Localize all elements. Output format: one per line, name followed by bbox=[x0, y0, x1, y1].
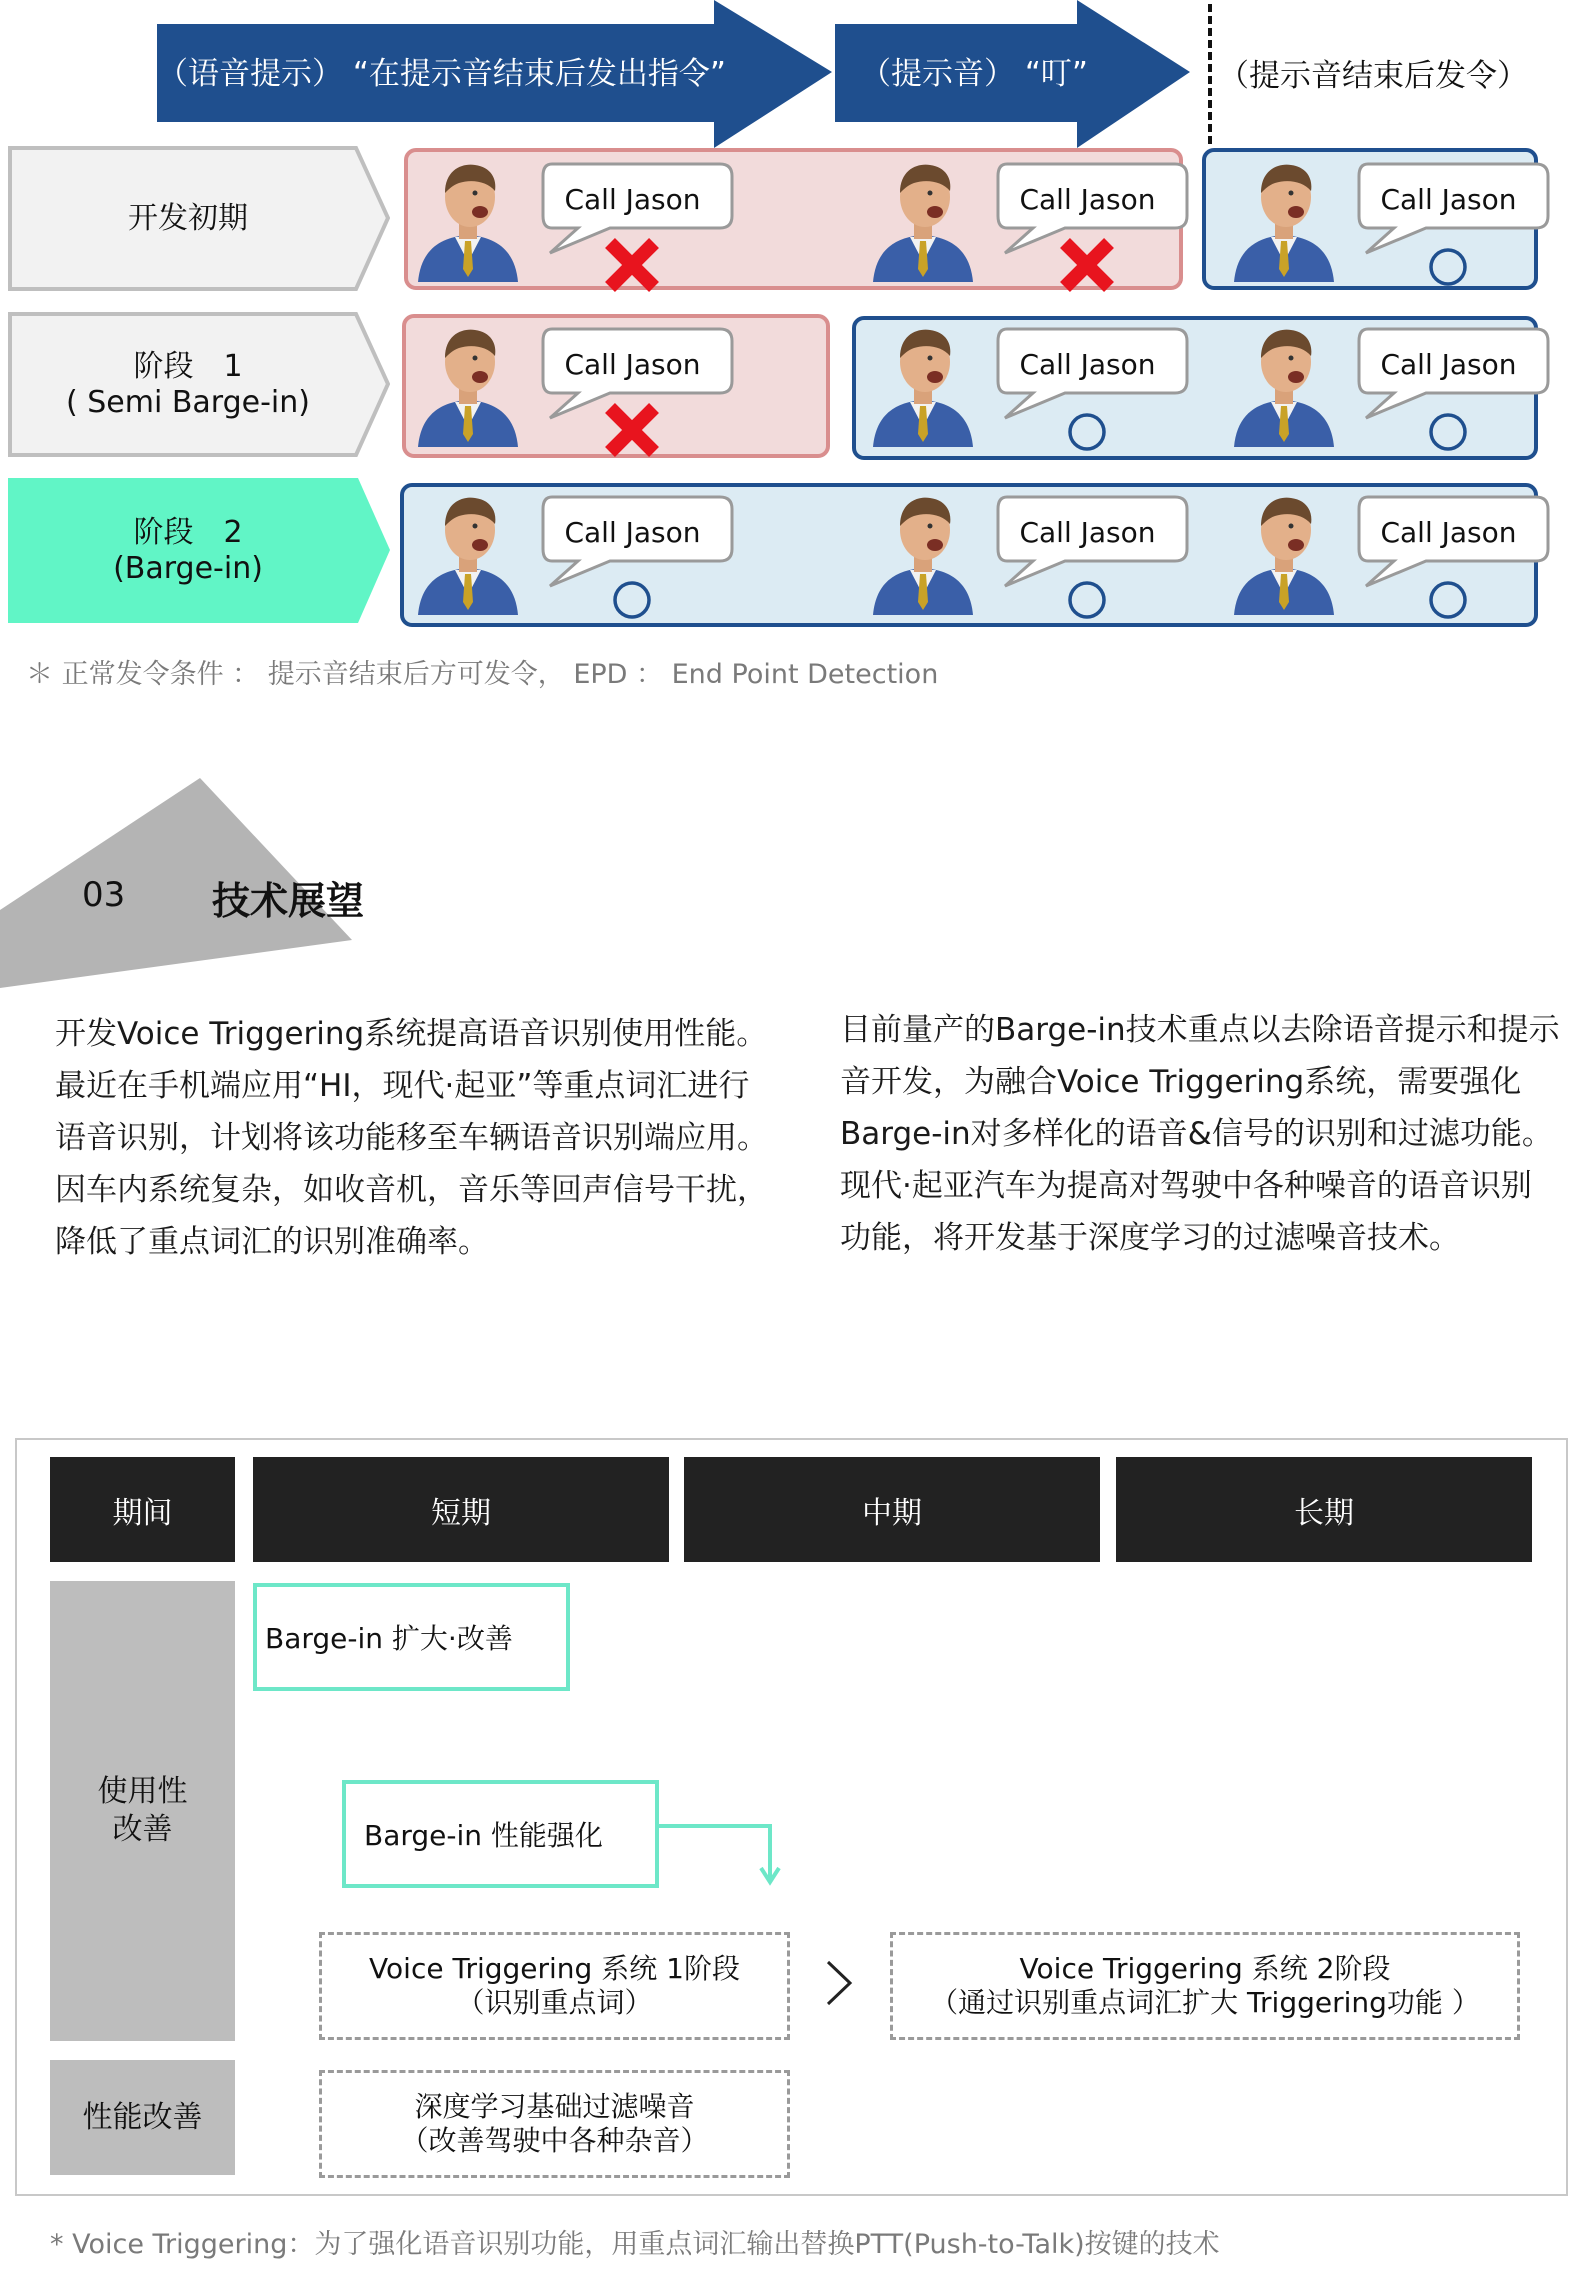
deep-learning-line1: 深度学习基础过滤噪音 bbox=[414, 2090, 695, 2123]
caller-stage2-2 bbox=[860, 480, 1200, 625]
vt-stage1-line2: （识别重点词） bbox=[456, 1986, 653, 2019]
caller-stage2-1 bbox=[405, 480, 745, 625]
deep-learning-line2: （改善驾驶中各种杂音） bbox=[400, 2124, 709, 2157]
bargein-performance-box: Barge-in 性能强化 bbox=[342, 1780, 659, 1888]
paragraph-left: 开发Voice Triggering系统提高语音识别使用性能。最近在手机端应用“HI，现代·起亚”等重点词汇进行语音识别，计划将该功能移至车辆语音识别端应用。因车内系统复杂，如收音机，音乐等回声信号干扰，降低了重点词汇的识别准确率。 bbox=[55, 1016, 768, 1260]
after-beep-label: （提示音结束后发令） bbox=[1218, 58, 1528, 94]
header-long-term: 长期 bbox=[1116, 1457, 1532, 1562]
stage-2-label bbox=[8, 478, 390, 623]
bubble-text: Call Jason bbox=[564, 516, 701, 549]
paragraph-right: 目前量产的Barge-in技术重点以去除语音提示和提示音开发，为融合Voice Triggering系统，需要强化Barge-in对多样化的语音&信号的识别和过滤功能。现代·起亚汽车为提高对驾驶中各种噪音的语音识别功能，将开发基于深度学习的过滤噪音技术。 bbox=[840, 1012, 1560, 1256]
success-circle-icon bbox=[1057, 568, 1117, 628]
success-circle-icon bbox=[1418, 400, 1478, 460]
caller-initial-2 bbox=[860, 147, 1200, 292]
caller-stage1-2 bbox=[860, 312, 1200, 457]
success-circle-icon bbox=[1418, 235, 1478, 295]
stage-initial-line1: 开发初期 bbox=[128, 200, 248, 236]
person-icon bbox=[413, 490, 523, 615]
deep-learning-box bbox=[319, 2070, 790, 2178]
continue-arrow bbox=[655, 1820, 795, 1890]
person-icon bbox=[413, 157, 523, 282]
person-icon bbox=[868, 322, 978, 447]
success-circle-icon bbox=[1418, 568, 1478, 628]
bargein-expand-box: Barge-in 扩大·改善 bbox=[253, 1583, 570, 1691]
person-icon bbox=[1229, 157, 1339, 282]
person-icon bbox=[1229, 490, 1339, 615]
header-short-term: 短期 bbox=[253, 1457, 669, 1562]
voice-prompt-text: （语音提示） “在提示音结束后发出指令” bbox=[157, 56, 726, 92]
bubble-text: Call Jason bbox=[1019, 516, 1156, 549]
caller-stage1-3 bbox=[1221, 312, 1561, 457]
caller-stage2-3 bbox=[1221, 480, 1561, 625]
bubble-text: Call Jason bbox=[1019, 183, 1156, 216]
bubble-text: Call Jason bbox=[1019, 348, 1156, 381]
success-circle-icon bbox=[602, 568, 662, 628]
section-number: 03 bbox=[82, 875, 126, 915]
beep-end-divider bbox=[1208, 4, 1212, 144]
vt-stage2-box bbox=[890, 1932, 1520, 2040]
fail-cross-icon bbox=[602, 400, 662, 460]
caller-initial-1 bbox=[405, 147, 745, 292]
bubble-text: Call Jason bbox=[1380, 516, 1517, 549]
bubble-text: Call Jason bbox=[1380, 348, 1517, 381]
stage-1-label bbox=[8, 312, 390, 457]
bubble-text: Call Jason bbox=[1380, 183, 1517, 216]
caller-initial-3 bbox=[1221, 147, 1561, 292]
fail-cross-icon bbox=[602, 235, 662, 295]
stage-2-line1: 阶段 2 bbox=[133, 514, 243, 550]
vt-stage1-box bbox=[319, 1932, 790, 2040]
bubble-text: Call Jason bbox=[564, 183, 701, 216]
vt-stage1-line1: Voice Triggering 系统 1阶段 bbox=[369, 1952, 740, 1985]
caller-stage1-1 bbox=[405, 312, 745, 457]
diagram-footnote: ＊ 正常发令条件 ： 提示音结束后方可发令， EPD ： End Point Detection bbox=[26, 659, 939, 690]
person-icon bbox=[413, 322, 523, 447]
stage-initial-label bbox=[8, 146, 390, 291]
bubble-text: Call Jason bbox=[564, 348, 701, 381]
roadmap-footnote: * Voice Triggering：为了强化语音识别功能，用重点词汇输出替换PTT(Push-to-Talk)按键的技术 bbox=[50, 2229, 1220, 2260]
vt-stage2-line1: Voice Triggering 系统 2阶段 bbox=[1019, 1952, 1391, 1985]
voice-prompt-banner bbox=[157, 0, 832, 148]
row-performance: 性能改善 bbox=[50, 2060, 235, 2175]
fail-cross-icon bbox=[1057, 235, 1117, 295]
row-usability: 使用性 改善 bbox=[50, 1581, 235, 2041]
vt-stage2-line2: （通过识别重点词汇扩大 Triggering功能 ） bbox=[930, 1986, 1480, 2019]
stage-1-line1: 阶段 1 bbox=[133, 348, 243, 384]
stage-2-line2: (Barge-in) bbox=[113, 550, 263, 586]
success-circle-icon bbox=[1057, 400, 1117, 460]
person-icon bbox=[1229, 322, 1339, 447]
next-stage-chevron-icon bbox=[822, 1958, 858, 2008]
person-icon bbox=[868, 490, 978, 615]
header-period: 期间 bbox=[50, 1457, 235, 1562]
stage-1-line2: ( Semi Barge-in) bbox=[66, 384, 310, 420]
person-icon bbox=[868, 157, 978, 282]
section-title: 技术展望 bbox=[212, 879, 365, 923]
beep-text: （提示音） “叮” bbox=[860, 56, 1088, 92]
header-mid-term: 中期 bbox=[684, 1457, 1100, 1562]
beep-banner bbox=[835, 0, 1190, 148]
